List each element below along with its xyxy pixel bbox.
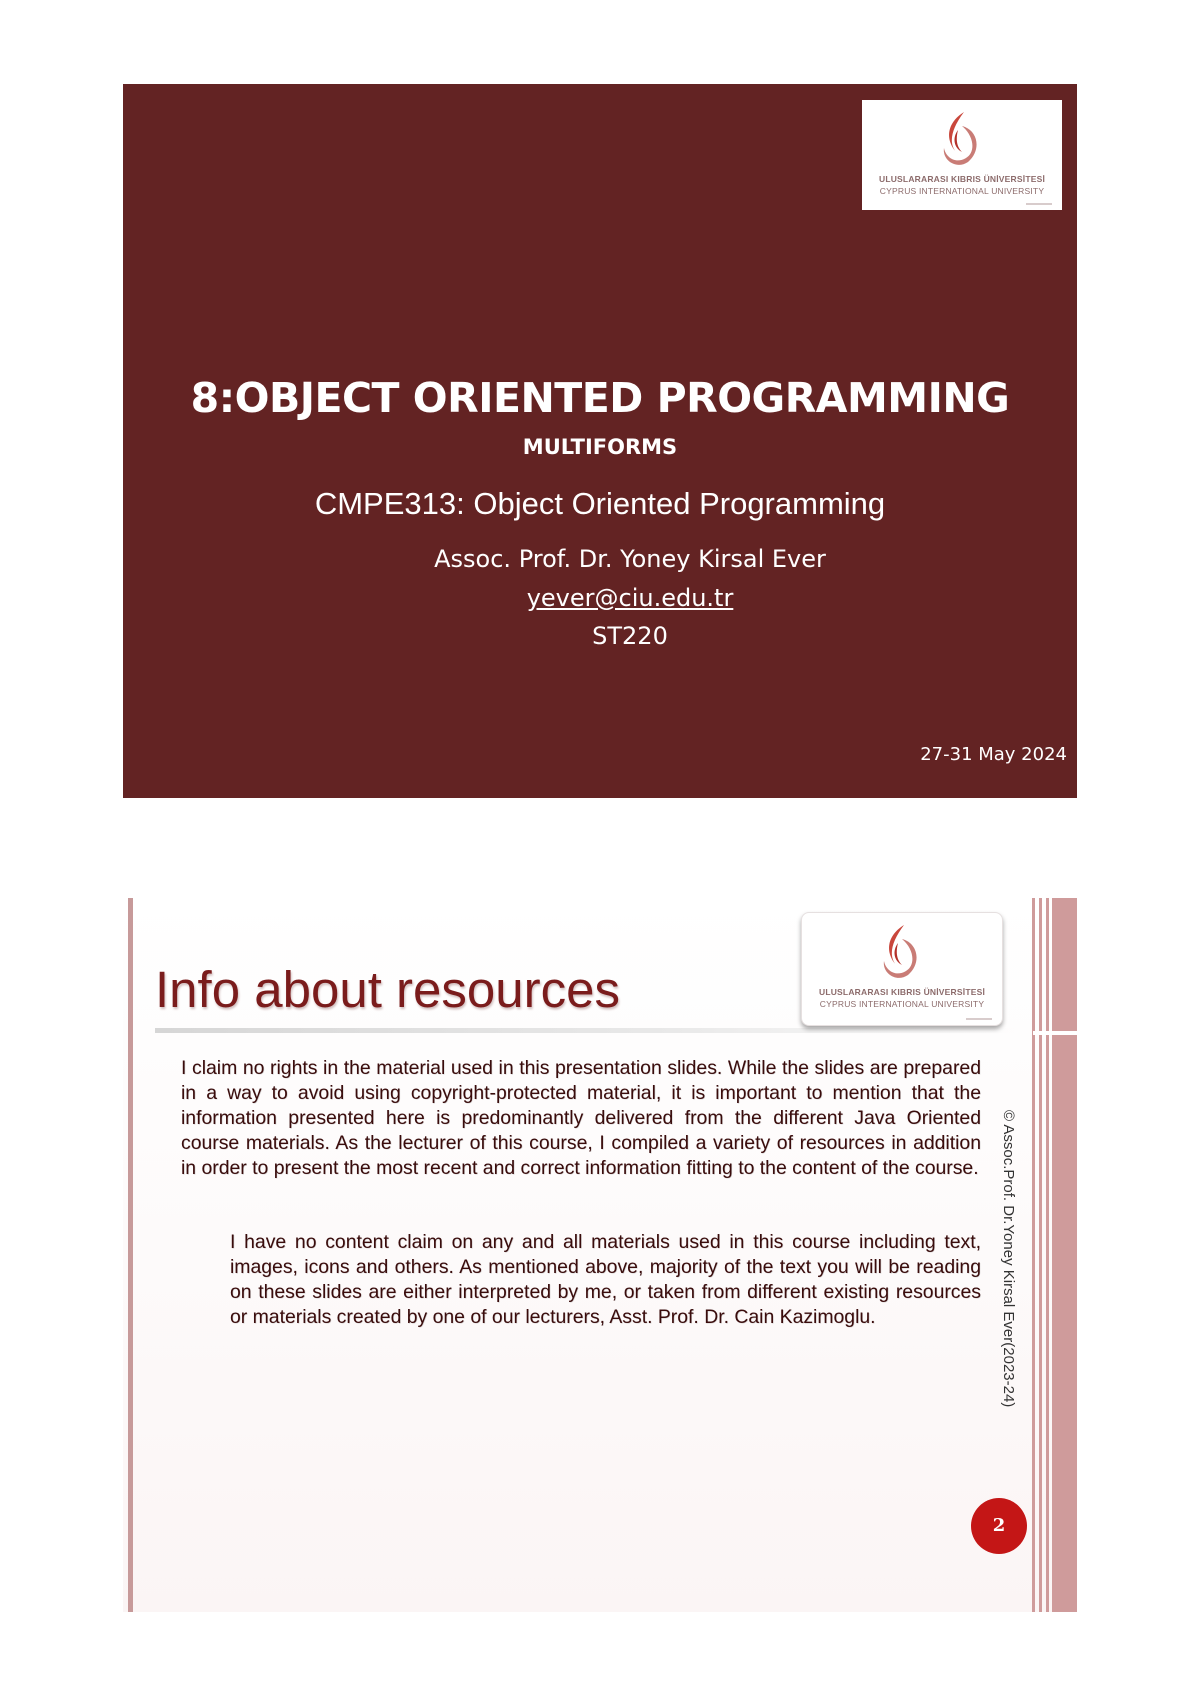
left-accent-bar (128, 898, 133, 1612)
lecture-date: 27-31 May 2024 (920, 744, 1067, 765)
logo-text-line1: ULUSLARARASI KIBRIS ÜNİVERSİTESİ (878, 174, 1046, 184)
right-accent-stripe (1046, 898, 1049, 1612)
right-accent-panel (1052, 898, 1077, 1612)
university-logo (862, 100, 1062, 210)
right-accent-divider (1033, 1031, 1077, 1035)
lecture-subtitle: MULTIFORMS (522, 435, 678, 459)
right-accent-stripe (1039, 898, 1042, 1612)
logo-text-line2: CYPRUS INTERNATIONAL UNIVERSITY (879, 186, 1045, 196)
body-paragraph-1: I claim no rights in the material used in this presentation slides. While the slides are prepared in a way to avoid using copyright-protected material, it is important to mention that the information presented here is predominantly delivered from the different Java Oriented course materials. As the lecturer of this course, I compiled a variety of resources in addition in order to present the most recent and correct information fitting to the content of the course. (181, 1057, 981, 1179)
body-paragraph-2: I have no content claim on any and all materials used in this course including text, images, icons and others. As mentioned above, majority of the text you will be reading on these slides are either interpreted by me, or taken from different existing resources or materials created by one of our lecturers, Asst. Prof. Dr. Cain Kazimoglu. (230, 1231, 981, 1328)
author-email-link[interactable]: yever@ciu.edu.tr (526, 584, 734, 612)
university-logo-icon (934, 108, 990, 168)
logo-tiny-print (1026, 203, 1052, 205)
info-slide (123, 898, 1077, 1612)
copyright-notice: © Assoc.Prof. Dr.Yoney Kirsal Ever(2023-24) (1000, 1110, 1017, 1408)
title-slide (123, 84, 1077, 798)
page-number-badge: 2 (971, 1498, 1027, 1554)
right-accent-stripe (1032, 898, 1035, 1612)
logo-text-line1: ULUSLARARASI KIBRIS ÜNİVERSİTESİ (818, 987, 986, 997)
author-name: Assoc. Prof. Dr. Yoney Kirsal Ever (434, 545, 826, 573)
slide-title: Info about resources (155, 961, 620, 1018)
logo-text-line2: CYPRUS INTERNATIONAL UNIVERSITY (819, 999, 985, 1009)
logo-tiny-print (966, 1018, 992, 1020)
university-logo-icon (874, 921, 930, 981)
lecture-title: 8:OBJECT ORIENTED PROGRAMMING (190, 374, 1010, 422)
course-name: CMPE313: Object Oriented Programming (314, 486, 886, 521)
author-email-row (123, 584, 1077, 612)
right-accent-bars (1030, 898, 1077, 1612)
university-logo (801, 912, 1003, 1026)
office-room: ST220 (592, 622, 668, 650)
title-underline (155, 1028, 1020, 1033)
